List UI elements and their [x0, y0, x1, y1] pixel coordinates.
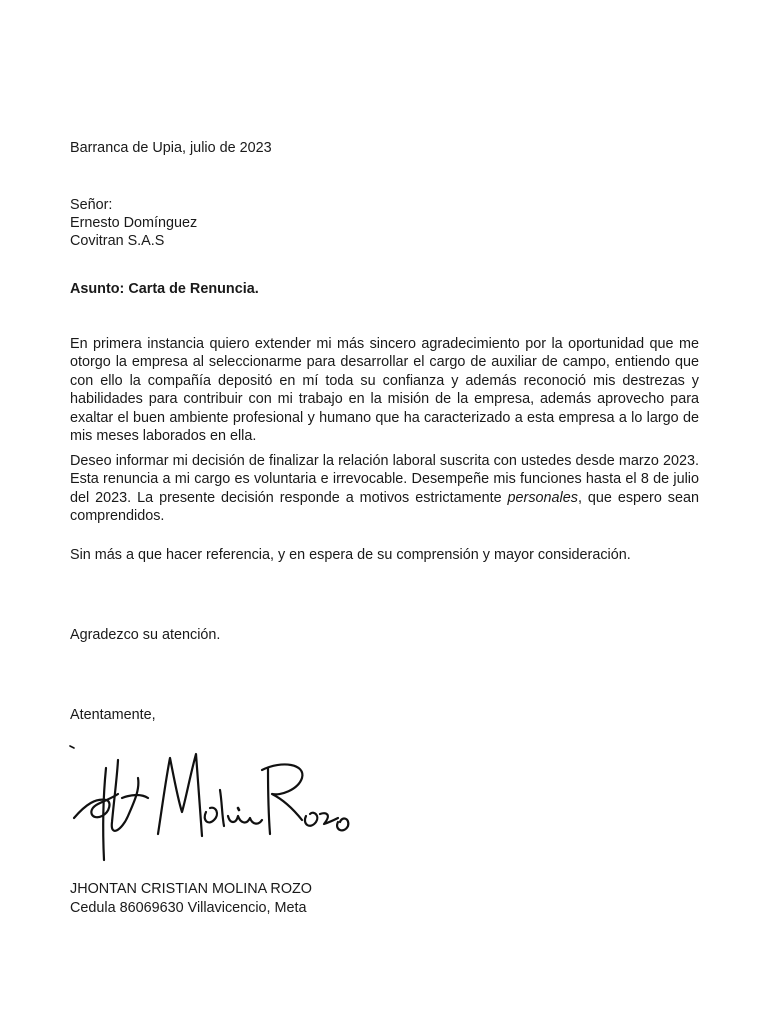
recipient-salutation: Señor:	[70, 197, 113, 213]
signer-id: Cedula 86069630 Villavicencio, Meta	[70, 900, 307, 916]
recipient-company: Covitran S.A.S	[70, 233, 165, 249]
subject-line: Asunto: Carta de Renuncia.	[70, 281, 259, 297]
paragraph-resignation-end: , que espero sean comprendidos.	[70, 489, 699, 525]
paragraph-resignation	[70, 452, 699, 526]
recipient-name: Ernesto Domínguez	[70, 215, 198, 231]
paragraph-resignation-italic: personales	[507, 489, 578, 506]
paragraph-closing-remark: Sin más a que hacer referencia, y en espera de su comprensión y mayor consideración.	[70, 547, 631, 563]
paragraph-resignation-text: Deseo informar mi decisión de finalizar la relación laboral suscrita con ustedes desde marzo 2023. Esta renuncia a mi cargo es voluntaria e irrevocable. Desempeñe mis funciones hasta el 8 de julio del 2023. La presente decisión responde a motivos estrictamente	[70, 453, 699, 506]
handwritten-signature	[62, 738, 352, 873]
paragraph-gratitude: En primera instancia quiero extender mi más sincero agradecimiento por la oportunidad que me otorgo la empresa al seleccionarme para desarrollar el cargo de auxiliar de campo, entiendo que con ello la compañía depositó en mí toda su confianza y además reconoció mis destrezas y habilidades para contribuir con mi trabajo en la misión de la empresa, además aprovecho para exaltar el buen ambiente profesional y humano que ha caracterizado a esta empresa a lo largo de mis meses laborados en ella.	[70, 336, 699, 445]
signer-name: JHONTAN CRISTIAN MOLINA ROZO	[70, 881, 312, 897]
place-date: Barranca de Upia, julio de 2023	[70, 140, 272, 156]
closing-line: Atentamente,	[70, 707, 156, 723]
thanks-line: Agradezco su atención.	[70, 627, 221, 643]
